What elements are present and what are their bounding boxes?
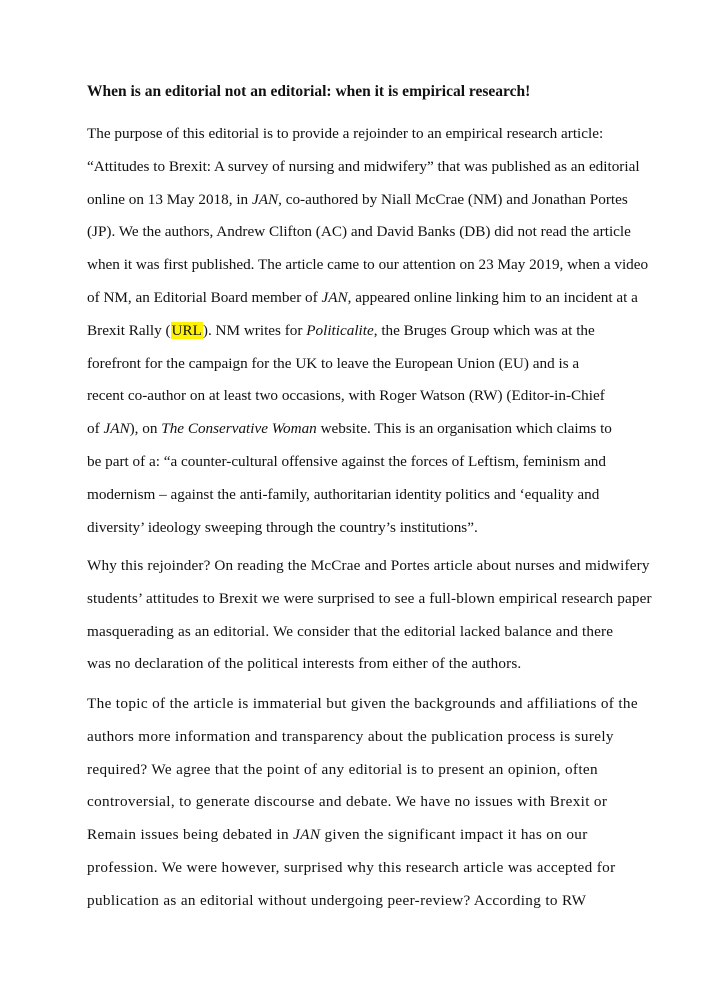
text-line: Remain issues being debated in JAN given the significant impact it has on our bbox=[87, 826, 588, 844]
paragraph-topic bbox=[87, 688, 638, 918]
text-line: The purpose of this editorial is to provide a rejoinder to an empirical research article: bbox=[87, 125, 604, 142]
text-line: when it was first published. The article came to our attention on 23 May 2019, when a video bbox=[87, 256, 649, 274]
paragraph-rejoinder bbox=[87, 550, 652, 681]
publication-name: Politicalite bbox=[306, 321, 374, 339]
text-line: “Attitudes to Brexit: A survey of nursing and midwifery” that was published as an editorial bbox=[87, 157, 640, 175]
text-line: (JP). We the authors, Andrew Clifton (AC) and David Banks (DB) did not read the article bbox=[87, 223, 631, 241]
text-line: recent co-author on at least two occasions, with Roger Watson (RW) (Editor-in-Chief bbox=[87, 387, 605, 405]
journal-name: JAN bbox=[103, 420, 130, 438]
text-line: Why this rejoinder? On reading the McCrae and Portes article about nurses and midwifery bbox=[87, 557, 650, 574]
journal-name: JAN bbox=[321, 288, 348, 306]
article-title: When is an editorial not an editorial: when it is empirical research! bbox=[87, 83, 531, 100]
journal-name: JAN bbox=[251, 190, 279, 208]
text-line: Brexit Rally (URL). NM writes for Politicalite, the Bruges Group which was at the bbox=[87, 321, 595, 339]
text-line: required? We agree that the point of any editorial is to present an opinion, often bbox=[87, 760, 598, 778]
text-line: controversial, to generate discourse and debate. We have no issues with Brexit or bbox=[87, 793, 608, 811]
text-line: modernism – against the anti-family, authoritarian identity politics and ‘equality and bbox=[87, 485, 600, 503]
url-highlight-link[interactable]: URL bbox=[171, 321, 202, 339]
text-line: was no declaration of the political interests from either of the authors. bbox=[87, 655, 522, 673]
text-line: authors more information and transparency about the publication process is surely bbox=[87, 727, 614, 745]
text-line: online on 13 May 2018, in JAN, co-authored by Niall McCrae (NM) and Jonathan Portes bbox=[87, 190, 628, 208]
text-line: of NM, an Editorial Board member of JAN, appeared online linking him to an incident at a bbox=[87, 288, 638, 306]
text-line: forefront for the campaign for the UK to leave the European Union (EU) and is a bbox=[87, 354, 580, 372]
text-line: publication as an editorial without undergoing peer-review? According to RW bbox=[87, 891, 587, 909]
text-line: of JAN), on The Conservative Woman website. This is an organisation which claims to bbox=[87, 420, 612, 438]
text-line: masquerading as an editorial. We consider that the editorial lacked balance and there bbox=[87, 622, 614, 640]
text-line: The topic of the article is immaterial but given the backgrounds and affiliations of the bbox=[87, 695, 638, 712]
text-line: profession. We were however, surprised why this research article was accepted for bbox=[87, 858, 616, 876]
journal-name: JAN bbox=[293, 826, 321, 844]
text-line: be part of a: “a counter-cultural offensive against the forces of Leftism, feminism and bbox=[87, 452, 606, 470]
paragraph-intro bbox=[87, 118, 649, 544]
text-line: diversity’ ideology sweeping through the country’s institutions”. bbox=[87, 518, 478, 536]
text-line: students’ attitudes to Brexit we were surprised to see a full-blown empirical research paper bbox=[87, 589, 652, 607]
website-name: The Conservative Woman bbox=[161, 420, 317, 438]
